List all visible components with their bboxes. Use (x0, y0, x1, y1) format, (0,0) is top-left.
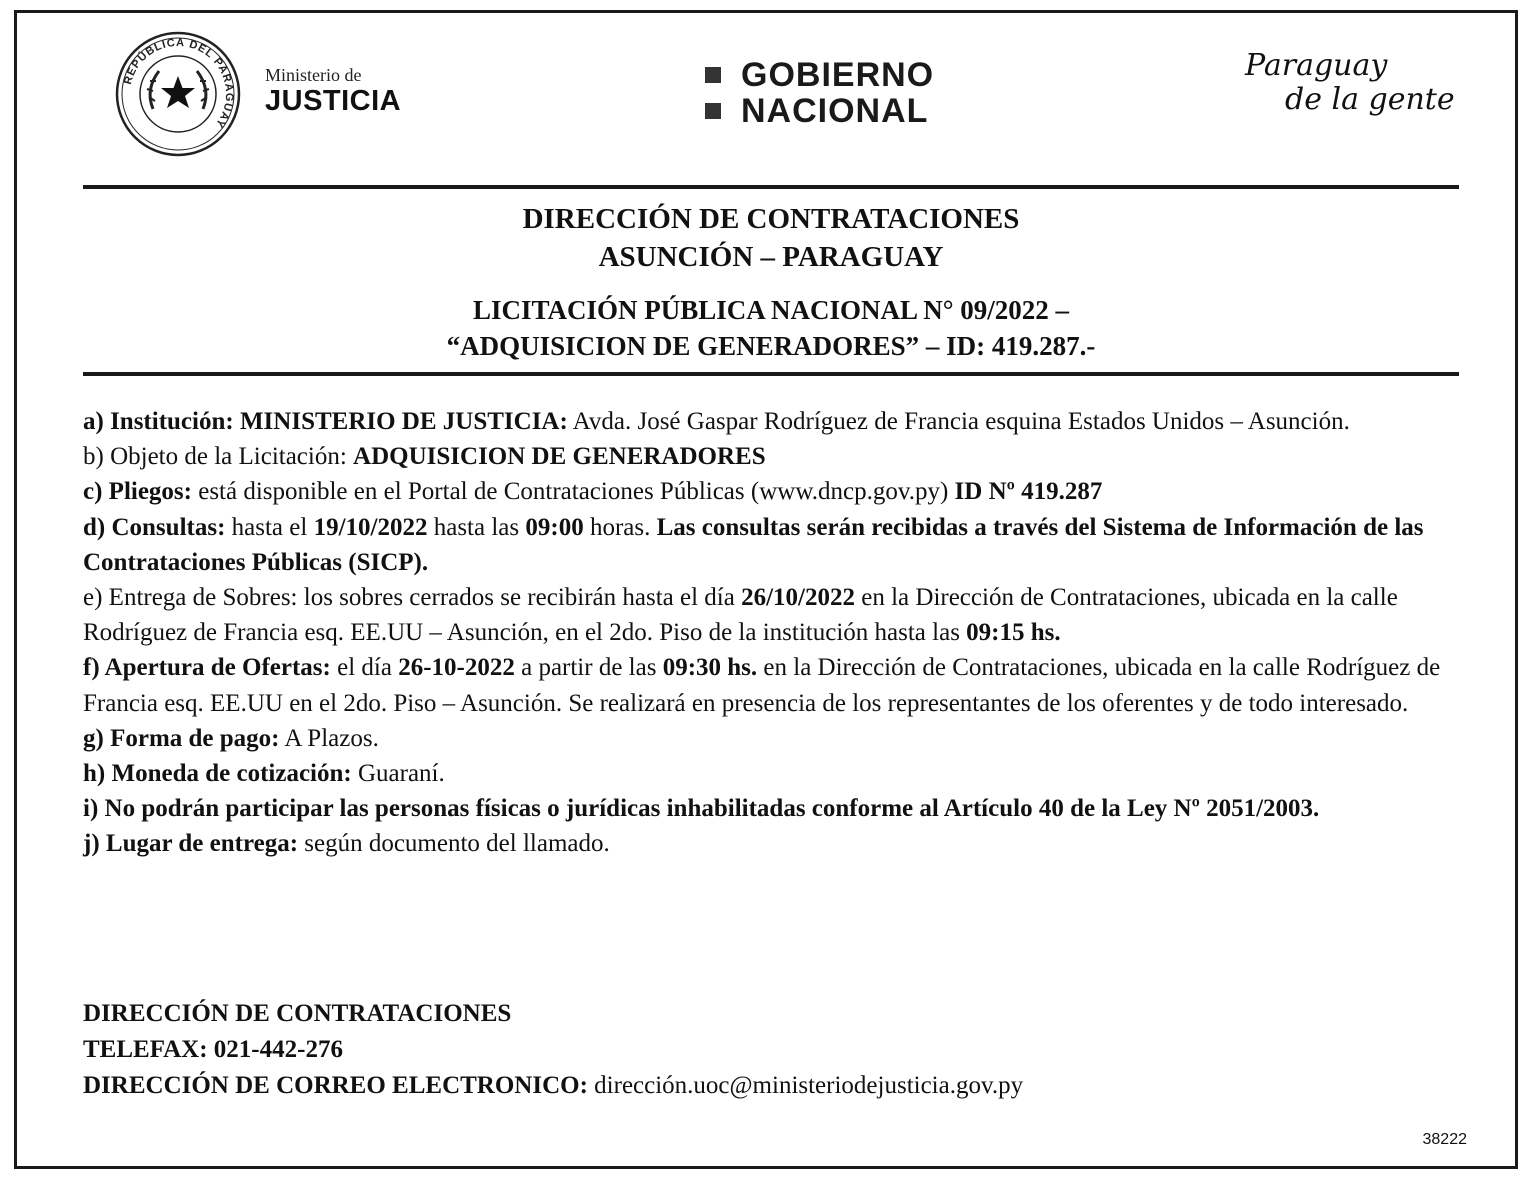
gob-line2: NACIONAL (741, 91, 929, 130)
title-line3: LICITACIÓN PÚBLICA NACIONAL N° 09/2022 – (472, 295, 1070, 325)
gob-line1: GOBIERNO (741, 55, 935, 94)
footer-office: DIRECCIÓN DE CONTRATACIONES (83, 1000, 512, 1027)
square-bullet-icon (705, 67, 721, 83)
gobierno-nacional-logo (705, 57, 934, 129)
contact-footer (83, 996, 1459, 1104)
item-g: g) Forma de pago: A Plazos. (83, 724, 379, 752)
footer-email-label: DIRECCIÓN DE CORREO ELECTRONICO: (83, 1072, 588, 1099)
notice-body (83, 404, 1459, 862)
title-line1: DIRECCIÓN DE CONTRATACIONES (522, 203, 1020, 235)
office-title (83, 200, 1459, 276)
divider (83, 372, 1459, 376)
item-i: i) No podrán participar las personas físicas o jurídicas inhabilitadas conforme al Artículo 40 de la Ley Nº 2051/2003. (83, 795, 1320, 823)
svg-text:REPÚBLICA DEL PARAGUAY: REPÚBLICA DEL PARAGUAY (121, 36, 236, 131)
item-j: j) Lugar de entrega: según documento del llamado. (83, 830, 610, 858)
divider (83, 185, 1459, 189)
notice-frame (14, 10, 1518, 1169)
footer-email: dirección.uoc@ministeriodejusticia.gov.py (587, 1072, 1024, 1099)
square-bullet-icon (705, 103, 721, 119)
slogan-line1: Paraguay (1245, 48, 1388, 83)
ministry-name: JUSTICIA (265, 85, 402, 117)
item-c: c) Pliegos: está disponible en el Portal de Contrataciones Públicas (www.dncp.gov.py) ID Nº 419.287 (83, 478, 1103, 506)
slogan-logo (1245, 49, 1455, 117)
footer-telefax: TELEFAX: 021-442-276 (83, 1036, 343, 1063)
item-b: b) Objeto de la Licitación: ADQUISICION DE GENERADORES (83, 443, 766, 471)
item-e: e) Entrega de Sobres: los sobres cerrados se recibirán hasta el día 26/10/2022 en la Dirección de Contrataciones, ubicada en la calle Rodríguez de Francia esq. EE.UU – Asunción, en el 2do. Piso de la institución hasta las 09:15 hs. (83, 584, 1398, 647)
item-a: a) Institución: MINISTERIO DE JUSTICIA: Avda. José Gaspar Rodríguez de Francia esquina Estados Unidos – Asunción. (83, 408, 1350, 435)
ministry-small-label: Ministerio de (265, 65, 362, 85)
tender-title (83, 292, 1459, 364)
item-f: f) Apertura de Ofertas: el día 26-10-2022 a partir de las 09:30 hs. en la Dirección de Contrataciones, ubicada en la calle Rodríguez de Francia esq. EE.UU en el 2do. Piso – Asunción. Se realizará en presencia de los representantes de los oferentes y de todo interesado. (83, 654, 1441, 717)
title-line4: “ADQUISICION DE GENERADORES” – ID: 419.287.- (446, 331, 1096, 361)
slogan-line2: de la gente (1285, 82, 1455, 117)
reference-number: 38222 (1422, 1131, 1467, 1148)
item-h: h) Moneda de cotización: Guaraní. (83, 760, 445, 788)
item-d: d) Consultas: hasta el 19/10/2022 hasta las 09:00 horas. Las consultas serán recibidas a través del Sistema de Información de las Contrataciones Públicas (SICP). (83, 513, 1424, 576)
title-line2: ASUNCIÓN – PARAGUAY (598, 241, 944, 273)
national-seal-icon (115, 31, 241, 157)
